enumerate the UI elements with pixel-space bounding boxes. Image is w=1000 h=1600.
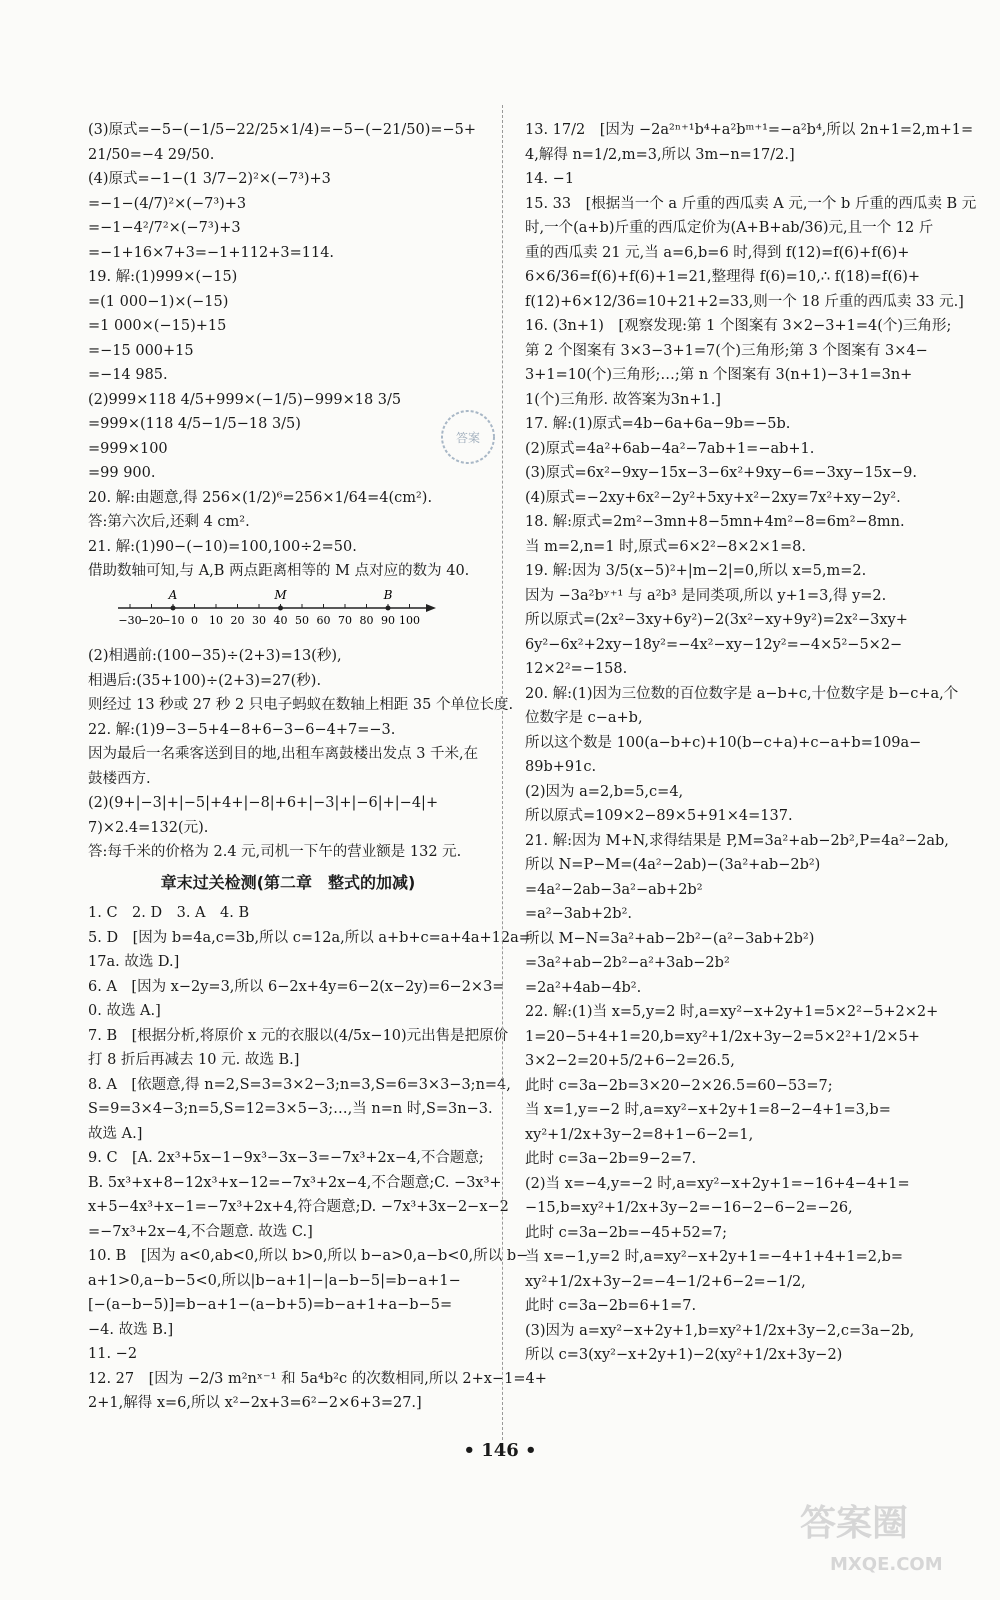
text-line: 22. 解:(1)9−3−5+4−8+6−3−6−4+7=−3. (88, 721, 396, 738)
tick-label: 70 (338, 613, 352, 627)
left-answers-part2 (88, 644, 514, 865)
text-line: 借助数轴可知,与 A,B 两点距离相等的 M 点对应的数为 40. (88, 563, 470, 579)
text-line: =a²−3ab+2b². (525, 906, 632, 922)
text-line: (3)因为 a=xy²−x+2y+1,b=xy²+1/2x+3y−2,c=3a−2b, (525, 1322, 915, 1339)
text-line: x+5−4x³+x−1=−7x³+2x+4,符合题意;D. −7x³+3x−2−x−2 (88, 1199, 509, 1215)
text-line: 鼓楼西方. (88, 770, 151, 787)
point-marker (386, 605, 391, 610)
text-line: 时,一个(a+b)斤重的西瓜定价为(A+B+ab/36)元,且一个 12 斤 (525, 220, 934, 236)
text-line: 1=20−5+4+1=20,b=xy²+1/2x+3y−2=5×2²+1/2×5+ (525, 1028, 920, 1045)
tick-label: 40 (273, 613, 288, 627)
text-line: xy²+1/2x+3y−2=−4−1/2+6−2=−1/2, (525, 1273, 806, 1290)
text-line: (2)当 x=−4,y=−2 时,a=xy²−x+2y+1=−16+4−4+1= (525, 1175, 910, 1192)
text-line: 16. (3n+1) [观察发现:第 1 个图案有 3×2−3+1=4(个)三角形; (525, 318, 952, 334)
text-line: 6y²−6x²+2xy−18y²=−4x²−xy−12y²=−4×5²−5×2− (525, 636, 903, 653)
tick-label: 80 (359, 613, 374, 627)
text-line: 0. 故选 A.] (88, 1003, 161, 1019)
text-line: 3+1=10(个)三角形;…;第 n 个图案有 3(n+1)−3+1=3n+ (525, 367, 913, 383)
text-line: (3)原式=−5−(−1/5−22/25×1/4)=−5−(−21/50)=−5+ (88, 122, 477, 138)
text-line: 7. B [根据分析,将原价 x 元的衣服以(4/5x−10)元出售是把原价 (88, 1027, 509, 1044)
text-line: 当 x=1,y=−2 时,a=xy²−x+2y+1=8−2−4+1=3,b= (525, 1102, 891, 1118)
text-line: 12. 27 [因为 −2/3 m²nˣ⁻¹ 和 5a⁴b²c 的次数相同,所以 2+x−1=4+ (88, 1370, 547, 1387)
tick-label: 60 (316, 613, 331, 627)
text-line: 4,解得 n=1/2,m=3,所以 3m−n=17/2.] (525, 146, 795, 163)
text-line: 5. D [因为 b=4a,c=3b,所以 c=12a,所以 a+b+c=a+4a+12a= (88, 929, 531, 946)
text-line: (4)原式=−1−(1 3/7−2)²×(−7³)+3 (88, 171, 331, 187)
watermark-logo (790, 1490, 980, 1580)
text-line: −4. 故选 B.] (88, 1321, 174, 1338)
text-line: 6×6/36=f(6)+f(6)+1=21,整理得 f(6)=10,∴ f(18)=f(6)+ (525, 269, 921, 285)
text-line: 1. C 2. D 3. A 4. B (88, 905, 250, 921)
column-divider (502, 105, 504, 1440)
text-line: =2a²+4ab−4b². (525, 979, 642, 996)
text-line: 15. 33 [根据当一个 a 斤重的西瓜卖 A 元,一个 b 斤重的西瓜卖 B 元 (525, 195, 977, 212)
tick-label: 100 (399, 613, 420, 627)
text-line: 则经过 13 秒或 27 秒 2 只电子蚂蚁在数轴上相距 35 个单位长度. (88, 697, 514, 713)
text-line: B. 5x³+x+8−12x³+x−12=−7x³+2x−4,不合题意;C. −3x³+ (88, 1174, 502, 1191)
tick-label: 90 (381, 613, 395, 627)
text-line: =999×(118 4/5−1/5−18 3/5) (88, 416, 301, 432)
text-line: 3×2−2=20+5/2+6−2=26.5, (525, 1053, 735, 1069)
text-line: =4a²−2ab−3a²−ab+2b² (525, 881, 703, 898)
text-line: [−(a−b−5)]=b−a+1−(a−b+5)=b−a+1+a−b−5= (88, 1297, 453, 1313)
text-line: (2)因为 a=2,b=5,c=4, (525, 783, 684, 800)
text-line: 所以原式=109×2−89×5+91×4=137. (525, 808, 793, 824)
text-line: 21/50=−4 29/50. (88, 146, 215, 163)
text-line: 第 2 个图案有 3×3−3+1=7(个)三角形;第 3 个图案有 3×4− (525, 342, 928, 359)
svg-text:答案圈: 答案圈 (800, 1503, 909, 1544)
text-line: =(1 000−1)×(−15) (88, 293, 229, 310)
text-line: 此时 c=3a−2b=6+1=7. (525, 1298, 697, 1314)
point-label: M (274, 587, 287, 602)
section-heading: 章末过关检测(第二章 整式的加减) (160, 872, 416, 892)
text-line: (3)原式=6x²−9xy−15x−3−6x²+9xy−6=−3xy−15x−9. (525, 465, 917, 481)
text-line: =3a²+ab−2b²−a²+3ab−2b² (525, 955, 730, 971)
svg-text:答案: 答案 (455, 431, 481, 445)
text-line: 因为 −3a²bʸ⁺¹ 与 a²b³ 是同类项,所以 y+1=3,得 y=2. (525, 587, 887, 604)
text-line: 19. 解:因为 3/5(x−5)²+|m−2|=0,所以 x=5,m=2. (525, 563, 867, 579)
text-line: 9. C [A. 2x³+5x−1−9x³−3x−3=−7x³+2x−4,不合题意; (88, 1150, 484, 1166)
text-line: 6. A [因为 x−2y=3,所以 6−2x+4y=6−2(x−2y)=6−2×3= (88, 978, 505, 995)
tick-label: −20 (139, 613, 164, 627)
right-column (525, 118, 977, 1368)
text-line: 此时 c=3a−2b=3×20−2×26.5=60−53=7; (525, 1077, 833, 1094)
text-line: 8. A [依题意,得 n=2,S=3=3×2−3;n=3,S=6=3×3−3;n=4, (88, 1076, 511, 1093)
stamp-seal (436, 405, 500, 469)
tick-label: 20 (230, 613, 245, 627)
text-line: xy²+1/2x+3y−2=8+1−6−2=1, (525, 1126, 754, 1143)
text-line: 20. 解:(1)因为三位数的百位数字是 a−b+c,十位数字是 b−c+a,个 (525, 685, 959, 702)
text-line: 所以 N=P−M=(4a²−2ab)−(3a²+ab−2b²) (525, 857, 821, 873)
text-line: 答:第六次后,还剩 4 cm². (88, 514, 250, 530)
text-line: =−1+16×7+3=−1+112+3=114. (88, 244, 335, 261)
text-line: −15,b=xy²+1/2x+3y−2=−16−2−6−2=−26, (525, 1200, 853, 1216)
text-line: f(12)+6×12/36=10+21+2=33,则一个 18 斤重的西瓜卖 33 元.] (525, 293, 964, 310)
text-line: 22. 解:(1)当 x=5,y=2 时,a=xy²−x+2y+1=5×2²−5+2×2+ (525, 1004, 939, 1020)
text-line: 此时 c=3a−2b=9−2=7. (525, 1151, 697, 1167)
text-line: 13. 17/2 [因为 −2a²ⁿ⁺¹b⁴+a²bᵐ⁺¹=−a²b⁴,所以 2n+1=2,m+1= (525, 122, 974, 138)
text-line: =−1−(4/7)²×(−7³)+3 (88, 195, 247, 212)
text-line: 答:每千米的价格为 2.4 元,司机一下午的营业额是 132 元. (88, 844, 462, 860)
text-line: 10. B [因为 a<0,ab<0,所以 b>0,所以 b−a>0,a−b<0,所以 b− (88, 1248, 529, 1264)
tick-label: 0 (191, 613, 198, 627)
text-line: a+1>0,a−b−5<0,所以|b−a+1|−|a−b−5|=b−a+1− (88, 1272, 461, 1289)
text-line: =−14 985. (88, 367, 168, 383)
text-line: 20. 解:由题意,得 256×(1/2)⁶=256×1/64=4(cm²). (88, 489, 433, 506)
tick-label: 30 (252, 613, 266, 627)
text-line: 7)×2.4=132(元). (88, 819, 209, 836)
text-line: 重的西瓜卖 21 元,当 a=6,b=6 时,得到 f(12)=f(6)+f(6)+ (525, 244, 910, 261)
number-line-figure (118, 588, 488, 639)
point-marker (171, 605, 176, 610)
text-line: 故选 A.] (88, 1125, 143, 1142)
text-line: =99 900. (88, 465, 156, 481)
point-marker (278, 605, 283, 610)
right-answers (525, 118, 977, 1368)
text-line: 17a. 故选 D.] (88, 954, 180, 970)
tick-label: 50 (295, 613, 309, 627)
svg-text:MXQE.COM: MXQE.COM (830, 1554, 943, 1575)
text-line: 因为最后一名乘客送到目的地,出租车离鼓楼出发点 3 千米,在 (88, 746, 479, 762)
text-line: 18. 解:原式=2m²−3mn+8−5mn+4m²−8=6m²−8mn. (525, 514, 905, 530)
text-line: (4)原式=−2xy+6x²−2y²+5xy+x²−2xy=7x²+xy−2y². (525, 489, 901, 506)
text-line: 11. −2 (88, 1346, 138, 1362)
text-line: 当 m=2,n=1 时,原式=6×2²−8×2×1=8. (525, 538, 806, 555)
text-line: 21. 解:(1)90−(−10)=100,100÷2=50. (88, 538, 357, 555)
text-line: 当 x=−1,y=2 时,a=xy²−x+2y+1=−4+1+4+1=2,b= (525, 1249, 904, 1265)
text-line: 89b+91c. (525, 759, 597, 775)
text-line: 14. −1 (525, 171, 575, 187)
left-column (88, 118, 547, 1416)
text-line: 此时 c=3a−2b=−45+52=7; (525, 1224, 728, 1241)
text-line: =−1−4²/7²×(−7³)+3 (88, 220, 241, 236)
tick-label: −30 (118, 613, 142, 627)
text-line: 所以 c=3(xy²−x+2y+1)−2(xy²+1/2x+3y−2) (525, 1347, 843, 1363)
text-line: 2+1,解得 x=6,所以 x²−2x+3=6²−2×6+3=27.] (88, 1395, 422, 1411)
text-line: S=9=3×4−3;n=5,S=12=3×5−3;…,当 n=n 时,S=3n−3. (88, 1101, 493, 1117)
point-label: B (383, 587, 393, 602)
text-line: =−7x³+2x−4,不合题意. 故选 C.] (88, 1223, 313, 1240)
text-line: 位数字是 c−a+b, (525, 710, 643, 726)
text-line: =999×100 (88, 440, 168, 457)
text-line: (2)相遇前:(100−35)÷(2+3)=13(秒), (88, 648, 342, 664)
text-line: 12×2²=−158. (525, 661, 628, 677)
text-line: =1 000×(−15)+15 (88, 318, 227, 334)
tick-label: −10 (161, 613, 185, 627)
text-line: 所以原式=(2x²−3xy+6y²)−2(3x²−xy+9y²)=2x²−3xy+ (525, 612, 908, 628)
left-answers-part1 (88, 118, 488, 584)
text-line: 21. 解:因为 M+N,求得结果是 P,M=3a²+ab−2b²,P=4a²−2ab, (525, 832, 949, 849)
text-line: 相遇后:(35+100)÷(2+3)=27(秒). (88, 672, 322, 689)
text-line: 17. 解:(1)原式=4b−6a+6a−9b=−5b. (525, 416, 791, 432)
text-line: 所以 M−N=3a²+ab−2b²−(a²−3ab+2b²) (525, 930, 815, 947)
text-line: =−15 000+15 (88, 342, 194, 359)
text-line: 19. 解:(1)999×(−15) (88, 269, 238, 285)
text-line: (2)原式=4a²+6ab−4a²−7ab+1=−ab+1. (525, 440, 815, 457)
left-answers-part3 (88, 901, 547, 1416)
text-line: 1(个)三角形. 故答案为3n+1.] (525, 391, 721, 408)
page-number: • 146 • (463, 1440, 537, 1461)
number-line-svg (118, 588, 438, 630)
text-line: 所以这个数是 100(a−b+c)+10(b−c+a)+c−a+b=109a− (525, 734, 922, 751)
point-label: A (168, 587, 178, 602)
text-line: (2)(9+|−3|+|−5|+4+|−8|+6+|−3|+|−6|+|−4|+ (88, 795, 439, 811)
tick-label: 10 (209, 613, 223, 627)
text-line: 打 8 折后再减去 10 元. 故选 B.] (88, 1052, 300, 1068)
text-line: (2)999×118 4/5+999×(−1/5)−999×18 3/5 (88, 391, 402, 408)
